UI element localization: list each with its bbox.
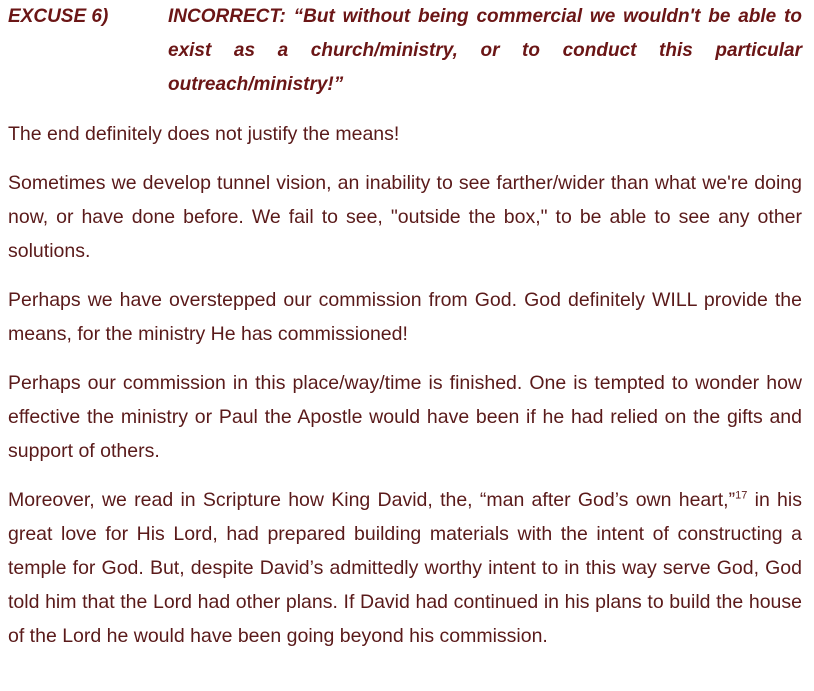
paragraph-tunnel-vision: Sometimes we develop tunnel vision, an inability to see farther/wider than what we're doing now, or have done before. We fail to see, "outside the box," to be able to see any other solutions. bbox=[8, 172, 802, 262]
paragraph-king-david bbox=[8, 483, 802, 653]
david-text-before: Moreover, we read in Scripture how King David, the, “man after God’s own heart,” bbox=[8, 489, 736, 511]
david-text-after: in his great love for His Lord, had prepared building materials with the intent of constructing a temple for God. But, despite David’s admittedly worthy intent to in this way serve God, God told him that the Lord had other plans. If David had continued in his plans to build the house of the Lord he would have been going beyond his commission. bbox=[8, 489, 802, 647]
excuse-label: EXCUSE 6) bbox=[8, 6, 109, 27]
excuse-statement: INCORRECT: “But without being commercial we wouldn't be able to exist as a church/ministry, or to conduct this particular outreach/ministry!” bbox=[168, 6, 802, 95]
excuse-heading bbox=[8, 0, 802, 102]
paragraph-overstepped-commission: Perhaps we have overstepped our commission from God. God definitely WILL provide the means, for the ministry He has commissioned! bbox=[8, 289, 802, 345]
paragraph-end-justify: The end definitely does not justify the means! bbox=[8, 123, 400, 145]
paragraph-commission-finished: Perhaps our commission in this place/way/time is finished. One is tempted to wonder how effective the ministry or Paul the Apostle would have been if he had relied on the gifts and support of others. bbox=[8, 372, 802, 462]
footnote-marker[interactable]: 17 bbox=[735, 489, 748, 502]
document-page bbox=[8, 0, 802, 653]
